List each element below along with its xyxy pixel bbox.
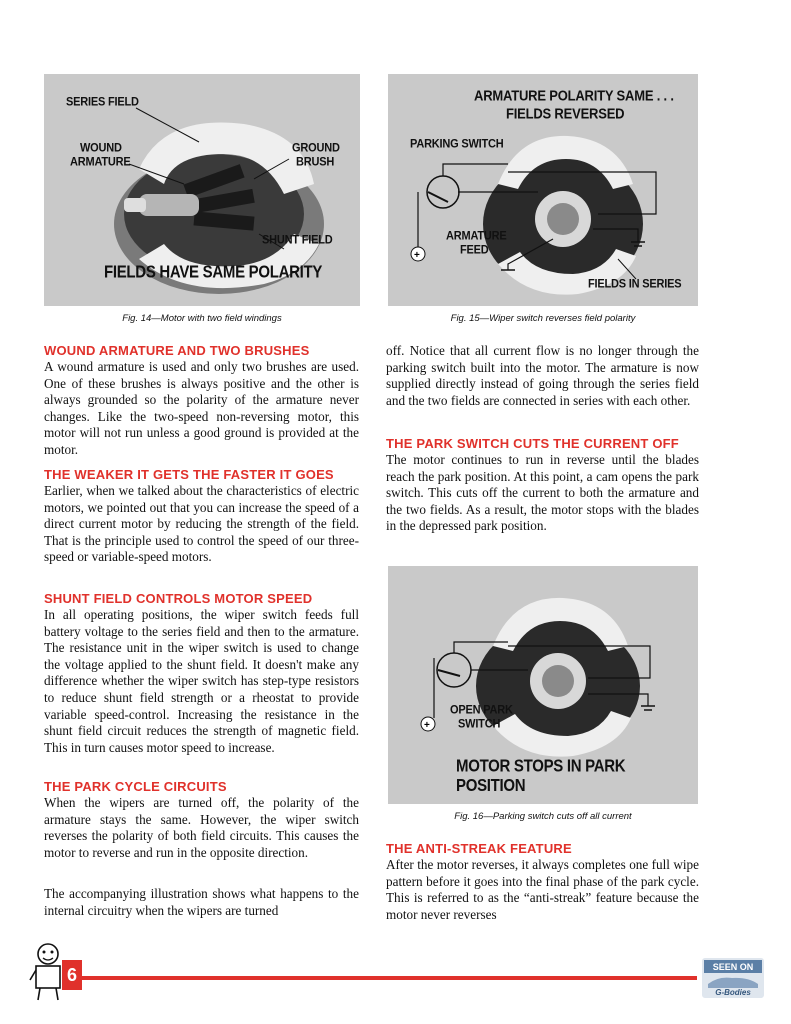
heading-park-switch: THE PARK SWITCH CUTS THE CURRENT OFF (386, 436, 679, 451)
page-number: 6 (62, 960, 82, 990)
gbodies-watermark-logo (702, 958, 764, 998)
label-wound: WOUND (80, 141, 122, 155)
label-fields-in-series: FIELDS IN SERIES (588, 277, 682, 291)
fig16-photo (388, 566, 698, 804)
label-ground: GROUND (292, 141, 340, 155)
fig14-photo (44, 74, 360, 306)
label-series-field: SERIES FIELD (66, 95, 139, 109)
heading-weaker-faster: THE WEAKER IT GETS THE FASTER IT GOES (44, 467, 334, 482)
heading-anti-streak: THE ANTI-STREAK FEATURE (386, 841, 572, 856)
fig15-title-line1: ARMATURE POLARITY SAME . . . (474, 87, 674, 104)
para-weaker-faster: Earlier, when we talked about the characteristics of electric motors, we pointed out that you can increase the speed of a direct current motor by reducing the strength of the field. That is the principle used to control the speed of our three-speed or variable-speed motors. (44, 483, 359, 565)
label-armature-feed-2: FEED (460, 243, 489, 257)
para-continued: off. Notice that all current flow is no longer through the parking switch built into the motor. The armature is now supplied directly instead of going through the series field and the two fields are connected in series with each other. (386, 343, 699, 408)
para-park-switch: The motor continues to run in reverse until the blades reach the park position. At this point, a cam opens the park switch. This cuts off the current to both the armature and the two fields. As a result, the motor stops with the blades in the depressed park position. (386, 452, 699, 534)
heading-shunt-field: SHUNT FIELD CONTROLS MOTOR SPEED (44, 591, 313, 606)
fig16-caption: Fig. 16—Parking switch cuts off all current (454, 811, 632, 822)
svg-text:+: + (424, 720, 430, 731)
para-park-cycle: When the wipers are turned off, the polarity of the armature stays the same. However, the wiper switch reverses the polarity of both field circuits. This causes the motor to reverse and run in the opposite direction. (44, 795, 359, 860)
label-parking-switch: PARKING SWITCH (410, 137, 504, 151)
fig15-photo (388, 74, 698, 306)
label-switch: SWITCH (458, 717, 501, 731)
fig14-banner: FIELDS HAVE SAME POLARITY (104, 262, 323, 283)
fig15-caption: Fig. 15—Wiper switch reverses field polarity (450, 313, 636, 324)
para-wound-armature: A wound armature is used and only two brushes are used. One of these brushes is always positive and the other is always grounded so the polarity of the armature never changes. Like the two-speed non-reversing motor, this motor will not run unless a good ground is provided at the motor. (44, 359, 359, 457)
label-armature-feed-1: ARMATURE (446, 229, 507, 243)
fig15-title-line2: FIELDS REVERSED (506, 105, 625, 122)
fig16-banner: MOTOR STOPS IN PARK POSITION (456, 756, 626, 796)
label-armature: ARMATURE (70, 155, 131, 169)
heading-wound-armature: WOUND ARMATURE AND TWO BRUSHES (44, 343, 310, 358)
label-open-park: OPEN PARK (450, 703, 513, 717)
para-park-cycle-2: The accompanying illustration shows what happens to the internal circuitry when the wipers are turned (44, 886, 359, 918)
para-shunt-field: In all operating positions, the wiper switch feeds full battery voltage to the series field and then to the armature. The resistance unit in the wiper switch is used to change the voltage applied to the shunt field. It doesn't make any difference whether the wiper switch has step-type resistors to reduce shunt field strength or a rheostat to provide variable speed-control. Increasing the resistance in the shunt field circuit reduces the strength of magnetic field. This in turn causes motor speed to increase. (44, 607, 359, 755)
label-brush: BRUSH (296, 155, 335, 169)
heading-park-cycle: THE PARK CYCLE CIRCUITS (44, 779, 227, 794)
label-shunt-field: SHUNT FIELD (262, 233, 333, 247)
watermark-top-text: SEEN ON (712, 962, 754, 972)
svg-text:+: + (414, 250, 420, 261)
fig14-caption: Fig. 14—Motor with two field windings (122, 313, 282, 324)
para-anti-streak: After the motor reverses, it always completes one full wipe pattern before it goes into the final phase of the park cycle. This is referred to as the “anti-streak” feature because the motor never reverses (386, 857, 699, 922)
watermark-bottom-text: G-Bodies (715, 988, 751, 997)
footer-rule (82, 976, 697, 980)
